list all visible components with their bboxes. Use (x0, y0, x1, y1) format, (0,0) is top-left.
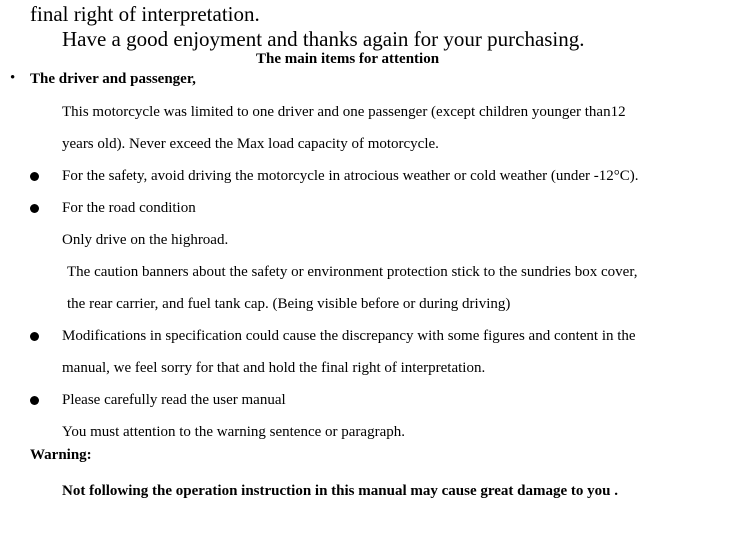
intro-line-1: final right of interpretation. (30, 2, 260, 26)
manual-sub: You must attention to the warning sentence or paragraph. (62, 424, 405, 440)
warning-text: Not following the operation instruction in this manual may cause great damage to you . (62, 483, 618, 499)
section-title: The main items for attention (256, 51, 440, 67)
intro-line-2: Have a good enjoyment and thanks again for your purchasing. (62, 27, 585, 51)
warning-label: Warning: (30, 447, 92, 463)
modifications-text-1: Modifications in specification could cause the discrepancy with some figures and content in the (62, 328, 636, 344)
manual-text: Please carefully read the user manual (62, 392, 286, 408)
driver-heading: The driver and passenger, (30, 71, 196, 87)
modifications-text-2: manual, we feel sorry for that and hold the final right of interpretation. (62, 360, 486, 376)
road-sub-2: The caution banners about the safety or environment protection stick to the sundries box cover, (67, 264, 638, 280)
bullet-dot (30, 396, 39, 405)
driver-text-1: This motorcycle was limited to one driver and one passenger (except children younger than12 (62, 104, 626, 120)
driver-text-2: years old). Never exceed the Max load capacity of motorcycle. (62, 136, 439, 152)
road-text: For the road condition (62, 200, 196, 216)
bullet-dot (30, 172, 39, 181)
bullet-dot (30, 204, 39, 213)
road-sub-3: the rear carrier, and fuel tank cap. (Being visible before or during driving) (67, 296, 511, 312)
road-sub-1: Only drive on the highroad. (62, 232, 229, 248)
bullet-dot (30, 332, 39, 341)
bullet-small: • (10, 70, 16, 86)
safety-text: For the safety, avoid driving the motorcycle in atrocious weather or cold weather (under -12°C). (62, 168, 639, 184)
